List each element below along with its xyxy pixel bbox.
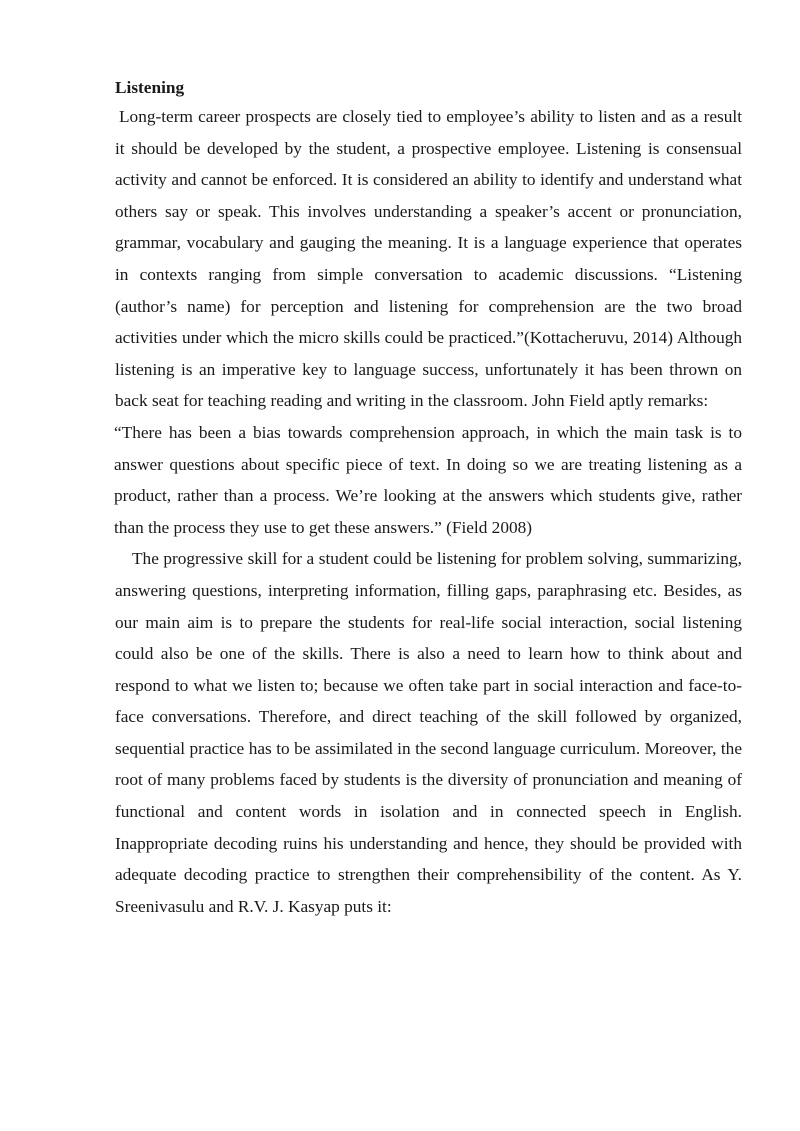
- section-heading: Listening: [115, 78, 185, 97]
- document-body: [115, 76, 742, 922]
- paragraph-quote: “There has been a bias towards comprehension approach, in which the main task is to answer questions about specific piece of text. In doing so we are treating listening as a product, rather than a process. We’re looking at the answers which students give, rather than the process they use to get these answers.” (Field 2008): [114, 422, 742, 537]
- paragraph-intro: Long-term career prospects are closely tied to employee’s ability to listen and as a result it should be developed by the student, a prospective employee. Listening is consensual activity and cannot be enforced. It is considered an ability to identify and understand what others say or speak. This involves understanding a speaker’s accent or pronunciation, grammar, vocabulary and gauging the meaning. It is a language experience that operates in contexts ranging from simple conversation to academic discussions. “Listening (author’s name) for perception and listening for comprehension are the two broad activities under which the micro skills could be practiced.”(Kottacheruvu, 2014) Although listening is an imperative key to language success, unfortunately it has been thrown on back seat for teaching reading and writing in the classroom. John Field aptly remarks:: [115, 107, 742, 411]
- paragraph-progressive-skill: The progressive skill for a student could be listening for problem solving, summarizing, answering questions, interpreting information, filling gaps, paraphrasing etc. Besides, as our main aim is to prepare the students for real-life social interaction, social listening could also be one of the skills. There is also a need to learn how to think about and respond to what we listen to; because we often take part in social interaction and face-to-face conversations. Therefore, and direct teaching of the skill followed by organized, sequential practice has to be assimilated in the second language curriculum. Moreover, the root of many problems faced by students is the diversity of pronunciation and meaning of functional and content words in isolation and in connected speech in English. Inappropriate decoding ruins his understanding and hence, they should be provided with adequate decoding practice to strengthen their comprehensibility of the content. As Y. Sreenivasulu and R.V. J. Kasyap puts it:: [115, 549, 742, 916]
